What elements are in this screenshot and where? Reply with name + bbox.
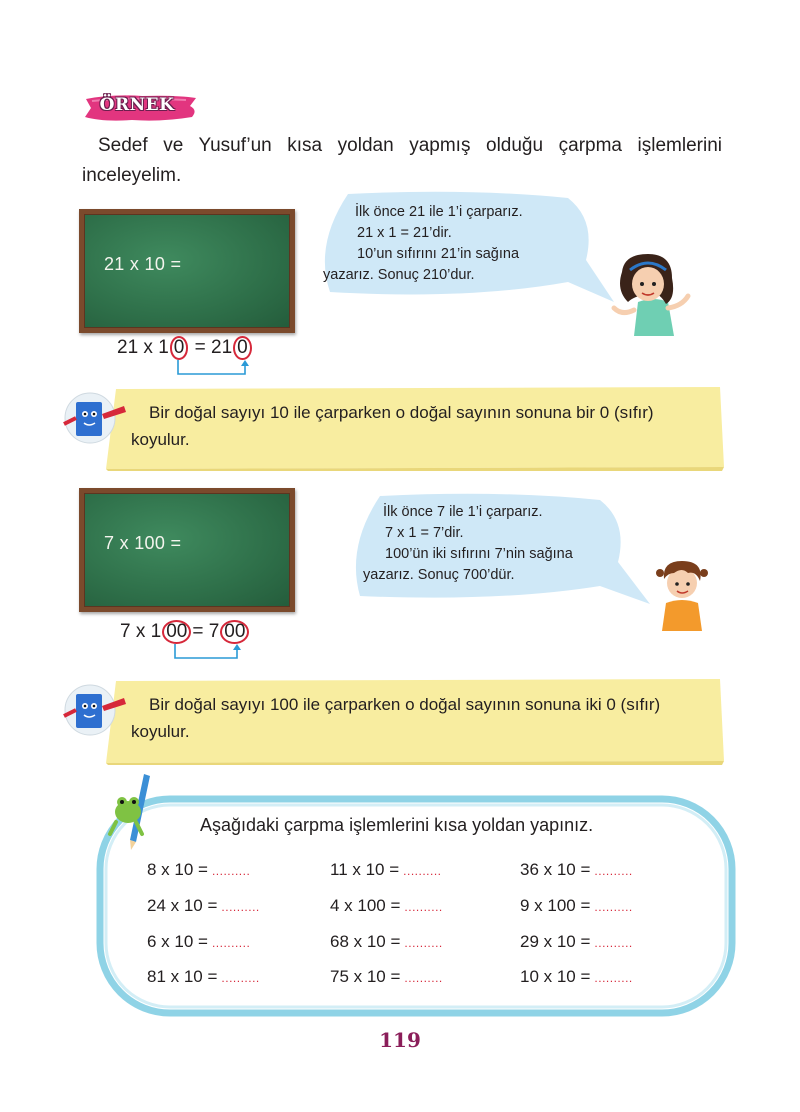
equation-1-middle: = 21 <box>194 337 233 358</box>
intro-paragraph: Sedef ve Yusuf’un kısa yoldan yapmış olduğu çarpma işlemlerini inceleyelim. <box>82 135 722 186</box>
exercise-item[interactable] <box>147 967 260 987</box>
exercise-item[interactable] <box>520 967 633 987</box>
answer-blank[interactable]: .......... <box>211 864 251 878</box>
equation-1 <box>117 336 253 362</box>
example-badge-label: ÖRNEK <box>99 95 175 115</box>
chalkboard-1 <box>79 209 295 333</box>
exercise-expression: 6 x 10 = <box>147 932 208 951</box>
bubble-2-line-3: 100’ün iki sıfırını 7’nin sağına <box>385 546 573 562</box>
answer-blank[interactable]: .......... <box>404 936 443 950</box>
answer-blank[interactable]: .......... <box>594 864 633 878</box>
bubble-1-line-1: İlk önce 21 ile 1’i çarparız. <box>355 204 523 220</box>
frog-pencil-icon <box>106 772 166 852</box>
exercise-item[interactable] <box>520 860 633 880</box>
exercise-expression: 36 x 10 = <box>520 860 591 879</box>
mascot-book-1-icon <box>62 392 134 448</box>
answer-blank[interactable]: .......... <box>594 971 633 985</box>
exercise-item[interactable] <box>147 932 250 952</box>
exercise-item[interactable] <box>330 896 443 916</box>
exercise-expression: 9 x 100 = <box>520 896 591 915</box>
equation-1-left: 21 x 1 <box>117 337 169 358</box>
exercise-expression: 11 x 10 = <box>330 860 400 879</box>
equation-2-middle: = 7 <box>192 621 220 642</box>
exercise-item[interactable] <box>520 896 633 916</box>
speech-bubble-1-text <box>323 202 523 286</box>
chalkboard-2-text: 7 x 100 = <box>104 533 182 553</box>
exercise-item[interactable] <box>147 896 260 916</box>
answer-blank[interactable]: .......... <box>221 900 260 914</box>
exercise-expression: 81 x 10 = <box>147 967 218 986</box>
bubble-1-line-4: yazarız. Sonuç 210’dur. <box>323 267 475 283</box>
exercise-expression: 29 x 10 = <box>520 932 591 951</box>
answer-blank[interactable]: .......... <box>211 936 251 950</box>
chalkboard-2 <box>79 488 295 612</box>
chalkboard-1-text: 21 x 10 = <box>104 254 182 274</box>
equation-1-circled-zero-a: 0 <box>170 336 189 360</box>
exercise-item[interactable] <box>147 860 250 880</box>
exercise-expression: 24 x 10 = <box>147 896 218 915</box>
mascot-book-2-icon <box>62 684 134 740</box>
bubble-1-line-2: 21 x 1 = 21’dir. <box>357 225 452 241</box>
rule-2-text: Bir doğal sayıyı 100 ile çarparken o doğal sayının sonuna iki 0 (sıfır) koyulur. <box>131 695 661 741</box>
equation-2-circled-zeros-b: 00 <box>220 620 249 644</box>
bubble-1-line-3: 10’un sıfırını 21’in sağına <box>357 246 520 262</box>
answer-blank[interactable]: .......... <box>404 900 443 914</box>
girl-character-icon <box>608 250 700 338</box>
exercise-title: Aşağıdaki çarpma işlemlerini kısa yoldan yapınız. <box>200 815 594 835</box>
equation-1-circled-zero-b: 0 <box>233 336 252 360</box>
exercise-expression: 68 x 10 = <box>330 932 401 951</box>
answer-blank[interactable]: .......... <box>594 936 633 950</box>
exercise-item[interactable] <box>520 932 633 952</box>
exercise-expression: 10 x 10 = <box>520 967 591 986</box>
page-number: 119 <box>379 1028 421 1052</box>
answer-blank[interactable]: .......... <box>221 971 260 985</box>
bubble-2-line-1: İlk önce 7 ile 1’i çarparız. <box>383 504 543 520</box>
equation-2-left: 7 x 1 <box>120 621 162 642</box>
equation-2 <box>120 620 250 646</box>
exercise-expression: 75 x 10 = <box>330 967 401 986</box>
speech-bubble-2-text <box>363 502 573 586</box>
exercise-item[interactable] <box>330 932 443 952</box>
example-badge <box>82 93 200 123</box>
bubble-2-line-2: 7 x 1 = 7’dir. <box>385 525 464 541</box>
transfer-arrow-1-icon <box>170 360 260 380</box>
bubble-2-line-4: yazarız. Sonuç 700’dür. <box>363 567 515 583</box>
exercise-item[interactable] <box>330 967 443 987</box>
answer-blank[interactable]: .......... <box>404 971 443 985</box>
exercise-expression: 8 x 10 = <box>147 860 208 879</box>
answer-blank[interactable]: .......... <box>403 864 442 878</box>
exercise-item[interactable] <box>330 860 442 880</box>
boy-character-icon <box>652 555 712 633</box>
rule-1-text: Bir doğal sayıyı 10 ile çarparken o doğal sayının sonuna bir 0 (sıfır) koyulur. <box>131 403 654 449</box>
exercise-expression: 4 x 100 = <box>330 896 401 915</box>
transfer-arrow-2-icon <box>165 644 255 664</box>
equation-2-circled-zeros-a: 00 <box>162 620 191 644</box>
answer-blank[interactable]: .......... <box>594 900 633 914</box>
